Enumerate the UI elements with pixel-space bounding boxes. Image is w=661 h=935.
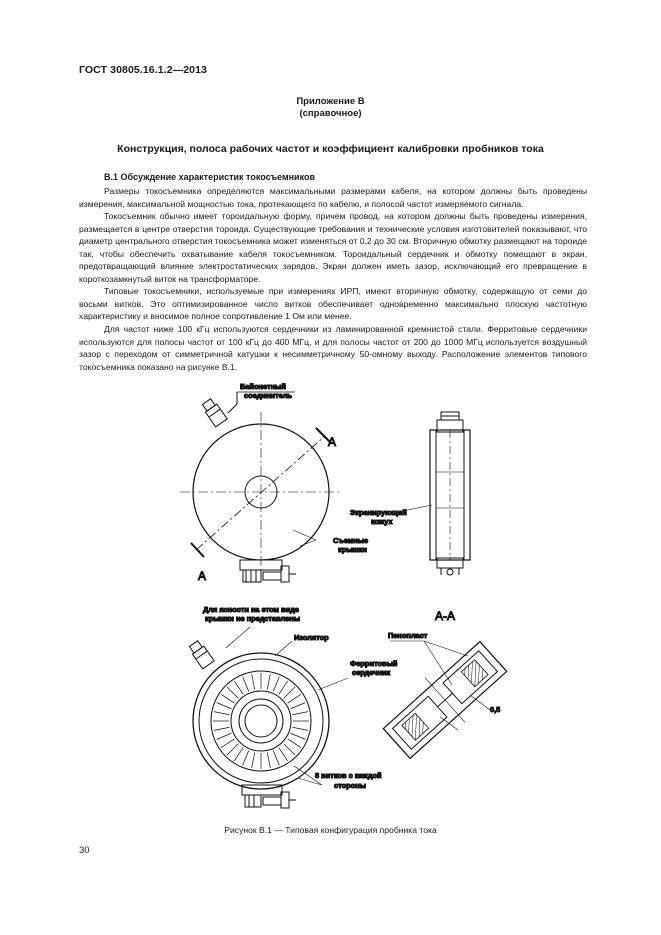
- winding-turn: [214, 727, 230, 730]
- label-ferrite-2: сердечник: [352, 668, 391, 677]
- winding-turn: [292, 712, 308, 715]
- label-turns-2: стороны: [334, 781, 366, 790]
- internal-view: [188, 627, 348, 808]
- label-clarity-1: Для ясности на этом виде: [203, 605, 299, 614]
- front-view: [180, 392, 342, 582]
- winding-turn: [273, 751, 279, 766]
- winding-turn: [279, 748, 288, 761]
- winding-turn: [227, 687, 238, 698]
- body-text: [79, 185, 587, 373]
- winding-turn: [292, 727, 308, 730]
- winding-turn: [221, 739, 234, 748]
- label-turns-1: 8 витков с каждой: [315, 771, 382, 780]
- winding-turn: [221, 694, 234, 703]
- label-covers-2: крышки: [338, 545, 367, 554]
- label-insulator: Изолятор: [294, 633, 329, 642]
- label-covers-1: Съемные: [333, 536, 369, 545]
- label-ferrite-1: Ферритовый: [350, 659, 398, 668]
- section-mark-bottom: A: [198, 569, 207, 583]
- paragraph: Типовые токосъемники, используемые при измерениях ИРП, имеют вторичную обмотку, содержащую от семи до восьми витков. Это оптимизированное число витков обеспечивает одновременно максимально плоскую частотную характеристику и вносимое полное сопротивление 1 Ом или менее.: [79, 286, 587, 322]
- subsection-title: В.1 Обсуждение характеристик токосъемников: [104, 172, 315, 182]
- winding-turn: [227, 744, 238, 755]
- document-header: ГОСТ 30805.16.1.2—2013: [79, 64, 207, 76]
- appendix-title: Приложение В: [296, 96, 365, 107]
- label-shield-1: Экранирующий: [350, 508, 407, 517]
- label-bayonet-1: Байонетный: [240, 382, 286, 391]
- winding-turn: [273, 677, 279, 692]
- paragraph: Размеры токосъемника определяются максимальными размерами кабеля, на котором должны быть проведены измерения, максимальной мощностью тока, протекающего по кабелю, и полосой частот измеряемого сигнала.: [79, 186, 587, 209]
- winding-turn: [267, 752, 270, 768]
- winding-turn: [288, 739, 301, 748]
- winding-turn: [288, 694, 301, 703]
- label-foam: Пенопласт: [388, 631, 428, 640]
- section-mark-top: A: [328, 435, 337, 449]
- side-view: [398, 412, 470, 575]
- winding-turn: [291, 733, 306, 739]
- appendix-note: (справочное): [299, 108, 362, 119]
- current-probe-figure: [0, 360, 661, 820]
- winding-turn: [291, 703, 306, 709]
- figure-caption: Рисунок В.1 — Типовая конфигурация пробника тока: [224, 825, 437, 835]
- label-clarity-2: крышки не представлены: [205, 614, 301, 623]
- winding-turn: [252, 674, 255, 690]
- winding-turn: [234, 681, 243, 694]
- paragraph: Для частот ниже 100 кГц используются сердечники из ламинированной кремнистой стали. Ферритовые сердечники используются для полосы частот от 100 кГц до 400 МГц, и для полосы частот от 200 до 1000 МГц используется воздушный зазор с переходом от симметричной катушки к несимметричному 50-омному выходу. Расположение элементов типового токосъемника показано на рисунке В.1.: [79, 324, 587, 372]
- label-gap-dim: 0,5: [490, 705, 501, 714]
- winding-turn: [217, 703, 232, 709]
- winding-turn: [267, 674, 270, 690]
- winding-turn: [214, 712, 230, 715]
- winding-turn: [252, 752, 255, 768]
- winding-turn: [284, 687, 295, 698]
- winding-turn: [284, 744, 295, 755]
- appendix-heading: [0, 96, 661, 120]
- winding-turn: [243, 751, 249, 766]
- winding-turn: [279, 681, 288, 694]
- winding-turn: [234, 748, 243, 761]
- section-title: А-А: [435, 609, 456, 623]
- label-shield-2: кожух: [371, 517, 393, 526]
- paragraph: Токосъемник обычно имеет тороидальную форму, причем провод, на котором должны быть проведены измерения, размещается в центре отверстия тороида. Существующие требования и технические условия изготовителей показывают, что диаметр центрального отверстия токосъемника может изменяться от 0,2 до 30 см. Вторичную обмотку размещают на тороиде так, чтобы обеспечить охватывание кабеля токосъемником. Тороидальный сердечник и обмотку помещают в экран, предотвращающий влияние электростатических зарядов. Экран должен иметь зазор, исключающий его превращение в короткозамкнутый виток на трансформаторе.: [79, 211, 587, 284]
- winding-turn: [243, 677, 249, 692]
- page-number: 30: [79, 845, 90, 856]
- section-title: Конструкция, полоса рабочих частот и коэффициент калибровки пробников тока: [117, 143, 544, 155]
- label-bayonet-2: соединитель: [244, 391, 292, 400]
- section-aa-view: [377, 634, 514, 766]
- winding-turn: [217, 733, 232, 739]
